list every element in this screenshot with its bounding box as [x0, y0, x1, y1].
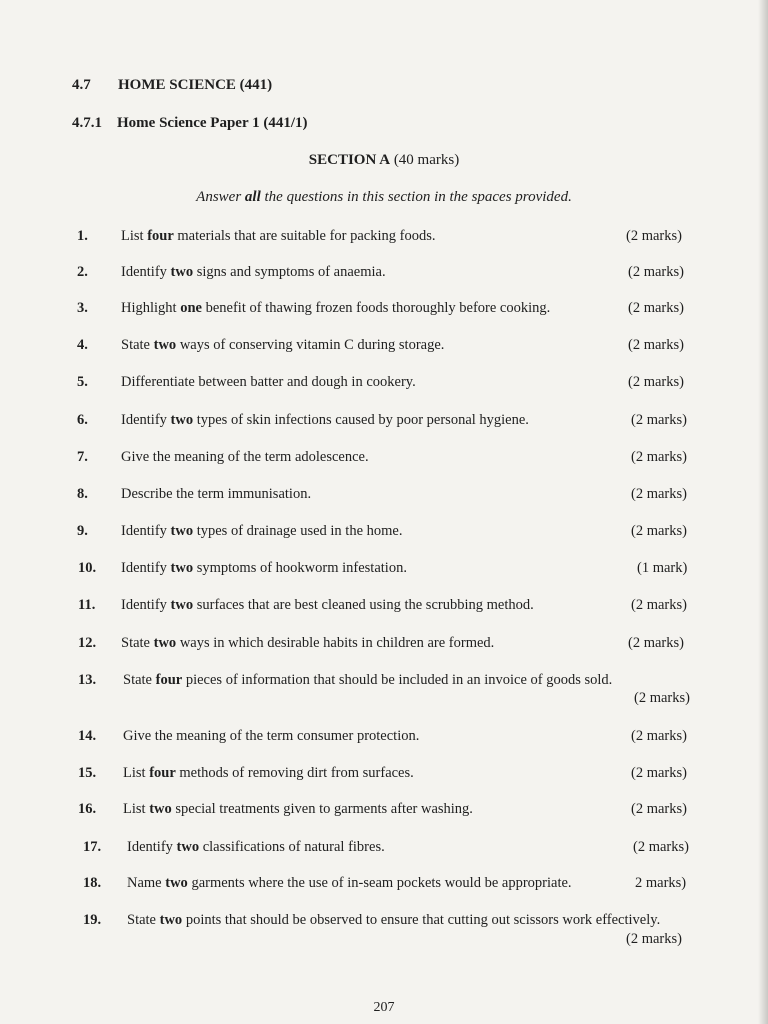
question-text-keyword: four — [149, 765, 176, 781]
question-number: 6. — [77, 412, 88, 428]
question-text — [127, 912, 660, 929]
question-number: 7. — [77, 449, 88, 465]
question-text-keyword: two — [176, 839, 200, 855]
question-number: 17. — [83, 839, 102, 855]
question-marks: (2 marks) — [633, 839, 689, 855]
question-text-pre: Identify — [121, 560, 171, 576]
question-number: 12. — [78, 635, 97, 651]
heading-main-number: 4.7 — [72, 77, 91, 93]
section-title — [0, 152, 768, 169]
question-text-post: types of drainage used in the home. — [193, 523, 403, 539]
question-text — [123, 765, 414, 782]
instruction-pre: Answer — [196, 189, 245, 205]
question-text — [123, 801, 473, 818]
section-instruction — [0, 189, 768, 206]
question-number: 1. — [77, 228, 88, 244]
question-text-post: ways of conserving vitamin C during storage. — [176, 337, 445, 353]
question-text-pre: List — [121, 228, 148, 244]
question-text-pre: Identify — [121, 523, 171, 539]
question-number: 9. — [77, 523, 88, 539]
question-text-post: pieces of information that should be included in an invoice of goods sold. — [182, 672, 613, 688]
scan-edge-shadow — [758, 0, 768, 1024]
question-number: 13. — [78, 672, 97, 688]
question-text-pre: Identify — [127, 839, 177, 855]
question-text — [121, 264, 386, 281]
question-marks: (2 marks) — [626, 931, 682, 947]
instruction-bold: all — [244, 189, 261, 205]
question-number: 15. — [78, 765, 97, 781]
question-number: 16. — [78, 801, 97, 817]
question-text — [121, 523, 402, 540]
question-marks: (2 marks) — [628, 300, 684, 316]
heading-paper-number: 4.7.1 — [72, 115, 102, 131]
question-number: 4. — [77, 337, 88, 353]
question-text — [121, 560, 407, 577]
question-marks: (2 marks) — [628, 337, 684, 353]
question-text-post: surfaces that are best cleaned using the scrubbing method. — [193, 597, 534, 613]
question-marks: (2 marks) — [631, 449, 687, 465]
question-text-pre: Differentiate between batter and dough in cookery. — [121, 374, 416, 390]
question-number: 2. — [77, 264, 88, 280]
instruction-post: the questions in this section in the spaces provided. — [260, 189, 572, 205]
question-marks: (2 marks) — [631, 801, 687, 817]
question-marks: (1 mark) — [637, 560, 688, 576]
question-text-pre: Describe the term immunisation. — [121, 486, 312, 502]
question-number: 19. — [83, 912, 102, 928]
question-marks: (2 marks) — [631, 523, 687, 539]
section-marks: (40 marks) — [393, 152, 460, 168]
question-text-keyword: four — [147, 228, 174, 244]
question-text — [121, 300, 550, 317]
question-text-post: materials that are suitable for packing foods. — [173, 228, 436, 244]
question-marks: (2 marks) — [628, 374, 684, 390]
question-number: 14. — [78, 728, 97, 744]
question-text — [121, 635, 494, 652]
question-text — [123, 728, 419, 745]
question-text-post: points that should be observed to ensure that cutting out scissors work effectively. — [182, 912, 661, 928]
page-number: 207 — [373, 1000, 395, 1015]
heading-main-title: HOME SCIENCE (441) — [118, 77, 273, 93]
question-text-post: benefit of thawing frozen foods thoroughly before cooking. — [201, 300, 551, 316]
question-marks: (2 marks) — [631, 597, 687, 613]
question-marks: (2 marks) — [628, 264, 684, 280]
question-marks: (2 marks) — [631, 486, 687, 502]
question-marks: (2 marks) — [634, 690, 690, 706]
question-number: 18. — [83, 875, 102, 891]
question-text-pre: Give the meaning of the term consumer protection. — [123, 728, 420, 744]
question-text — [121, 597, 534, 614]
question-number: 3. — [77, 300, 88, 316]
question-number: 11. — [78, 597, 96, 613]
question-text — [121, 337, 444, 354]
question-text — [127, 875, 572, 892]
section-name: SECTION A — [308, 152, 391, 168]
question-text-post: garments where the use of in-seam pockets would be appropriate. — [187, 875, 572, 891]
question-marks: (2 marks) — [631, 412, 687, 428]
question-text-post: methods of removing dirt from surfaces. — [175, 765, 414, 781]
question-text-post: ways in which desirable habits in children are formed. — [176, 635, 495, 651]
question-text-post: types of skin infections caused by poor personal hygiene. — [193, 412, 529, 428]
question-text-post: symptoms of hookworm infestation. — [193, 560, 407, 576]
question-text-pre: Identify — [121, 264, 171, 280]
question-number: 10. — [78, 560, 97, 576]
question-text-post: special treatments given to garments after washing. — [171, 801, 473, 817]
question-text-keyword: two — [159, 912, 183, 928]
question-text-pre: State — [121, 635, 154, 651]
question-marks: (2 marks) — [628, 635, 684, 651]
question-text-post: signs and symptoms of anaemia. — [193, 264, 386, 280]
question-text-keyword: two — [170, 523, 194, 539]
question-text — [121, 486, 311, 503]
question-text-pre: List — [123, 801, 150, 817]
question-text-keyword: one — [180, 300, 202, 316]
question-text-pre: List — [123, 765, 150, 781]
question-text — [123, 672, 612, 689]
question-text — [121, 412, 529, 429]
question-text-keyword: two — [170, 412, 194, 428]
question-text-keyword: two — [153, 337, 177, 353]
question-text — [121, 374, 416, 391]
question-text-pre: Identify — [121, 412, 171, 428]
question-marks: (2 marks) — [631, 765, 687, 781]
question-text-keyword: two — [153, 635, 177, 651]
heading-paper-title: Home Science Paper 1 (441/1) — [117, 115, 308, 131]
question-number: 8. — [77, 486, 88, 502]
question-text — [127, 839, 385, 856]
question-text-keyword: two — [170, 597, 194, 613]
question-number: 5. — [77, 374, 88, 390]
question-text-pre: Name — [127, 875, 166, 891]
question-text — [121, 228, 436, 245]
question-text-pre: State — [123, 672, 156, 688]
question-marks: (2 marks) — [626, 228, 682, 244]
question-text-pre: State — [127, 912, 160, 928]
question-text-keyword: four — [155, 672, 183, 688]
question-text-pre: Highlight — [121, 300, 181, 316]
question-text — [121, 449, 369, 466]
question-text-keyword: two — [170, 264, 194, 280]
question-marks: 2 marks) — [635, 875, 687, 891]
question-text-post: classifications of natural fibres. — [199, 839, 385, 855]
question-text-keyword: two — [149, 801, 172, 817]
question-text-keyword: two — [170, 560, 194, 576]
question-marks: (2 marks) — [631, 728, 687, 744]
question-text-keyword: two — [165, 875, 188, 891]
question-text-pre: Give the meaning of the term adolescence. — [121, 449, 369, 465]
question-text-pre: State — [121, 337, 154, 353]
question-text-pre: Identify — [121, 597, 171, 613]
